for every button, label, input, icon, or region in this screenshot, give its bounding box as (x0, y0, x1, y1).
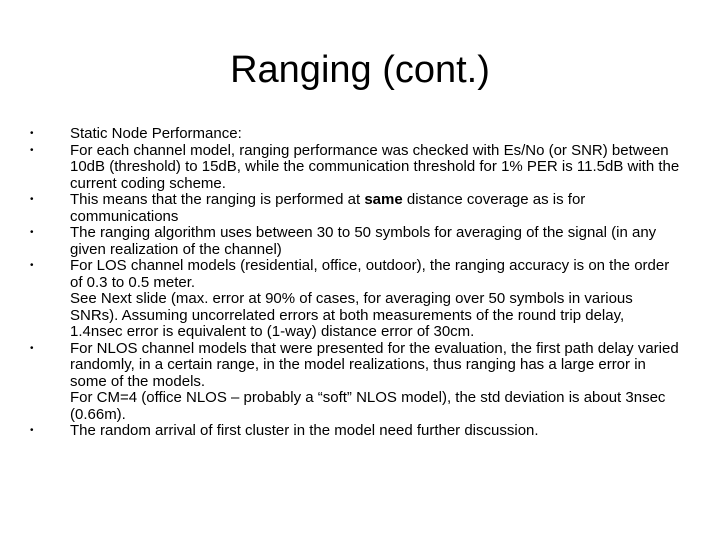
bullet-item (30, 192, 680, 225)
bullet-text: For each channel model, ranging performance was checked with Es/No (or SNR) between 10dB (threshold) to 15dB, while the communication threshold for 1% PER is 11.5dB with the current coding scheme. (70, 141, 680, 192)
bullet-marker: • (30, 260, 34, 271)
bullet-item (30, 143, 680, 193)
bullet-continuation (30, 390, 680, 423)
bullet-text: The ranging algorithm uses between 30 to 50 symbols for averaging of the signal (in any given realization of the channel) (70, 224, 657, 258)
bullet-marker: • (30, 128, 34, 139)
bullet-marker: • (30, 227, 34, 238)
bullet-continuation (30, 291, 680, 341)
bullet-text: This means that the ranging is performed at same distance coverage as is for communications (70, 191, 586, 225)
bullet-item (30, 423, 680, 440)
bullet-text: For CM=4 (office NLOS – probably a “soft” NLOS model), the std deviation is about 3nsec (0.66m). (70, 389, 666, 423)
bullet-marker: • (30, 342, 34, 354)
bullet-text: Static Node Performance: (70, 125, 242, 142)
bullet-item (30, 225, 680, 258)
bullet-text: For LOS channel models (residential, office, outdoor), the ranging accuracy is on the order of 0.3 to 0.5 meter. (70, 257, 670, 291)
bullet-marker: • (30, 194, 34, 205)
bullet-item (30, 126, 680, 143)
bullet-text: The random arrival of first cluster in the model need further discussion. (70, 422, 539, 439)
bullet-text: See Next slide (max. error at 90% of cases, for averaging over 50 symbols in various SNRs). Assuming uncorrelated errors at both measurements of the round trip delay, 1.4nsec error is equivalent to (1-way) distance error of 30cm. (70, 290, 633, 340)
bullet-list (30, 126, 680, 440)
bullet-text: For NLOS channel models that were presented for the evaluation, the first path delay varied randomly, in a certain range, in the model realizations, thus ranging has a large error in some of the models. (70, 339, 679, 390)
slide-title: Ranging (cont.) (230, 49, 490, 91)
bullet-item (30, 258, 680, 291)
bullet-marker: • (30, 144, 34, 156)
emphasis-text: same (364, 191, 403, 208)
bullet-item (30, 341, 680, 391)
bullet-marker: • (30, 425, 34, 436)
